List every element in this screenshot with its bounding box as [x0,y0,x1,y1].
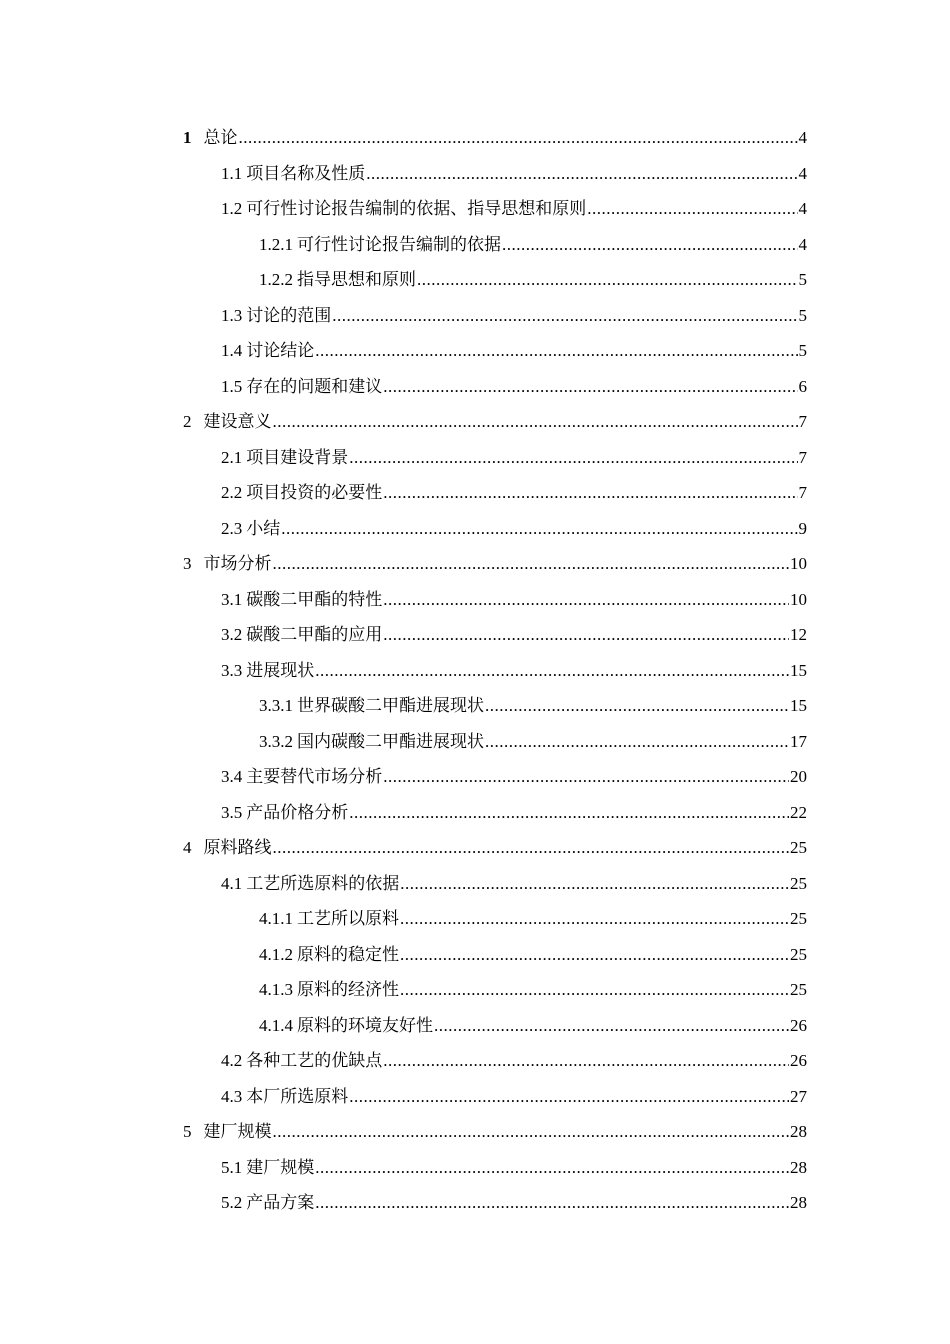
toc-dot-leader [315,1150,789,1186]
toc-entry-number: 3.1 [221,589,243,609]
toc-entry-number: 2 [183,412,192,431]
toc-dot-leader [366,156,797,192]
toc-entry[interactable] [183,298,807,334]
toc-entry-number: 4 [183,838,192,857]
toc-entry[interactable] [183,901,807,937]
toc-entry-page-number: 12 [790,625,807,644]
toc-dot-leader [332,298,797,334]
toc-entry-title: 本厂所选原料 [246,1086,349,1106]
toc-entry-title: 原料路线 [203,838,272,857]
toc-entry-page-number: 5 [798,270,807,289]
toc-dot-leader [273,404,798,440]
toc-entry-title: 建厂规模 [246,1157,315,1177]
toc-dot-leader [273,1114,790,1150]
toc-entry-title: 原料的稳定性 [297,944,399,964]
toc-entry[interactable] [183,404,807,440]
toc-entry-number: 2.3 [221,518,243,538]
toc-entry-page-number: 7 [798,447,807,467]
toc-entry-page-number: 25 [790,944,807,964]
toc-entry[interactable] [183,759,807,795]
toc-entry-number: 4.1.1 [259,909,293,928]
toc-entry-page-number: 4 [798,234,807,254]
toc-entry-title: 总论 [203,128,238,147]
toc-entry[interactable] [183,369,807,405]
toc-entry-page-number: 22 [790,802,807,822]
toc-entry[interactable] [183,830,807,866]
toc-dot-leader [273,830,790,866]
toc-entry-number: 4.1.3 [259,980,293,999]
toc-entry[interactable] [183,546,807,582]
toc-entry[interactable] [183,440,807,476]
toc-entry-number: 1.2 [221,199,243,218]
toc-entry-number: 1.5 [221,376,243,396]
toc-entry-number: 4.2 [221,1051,243,1070]
toc-entry-title: 存在的问题和建议 [246,376,383,396]
toc-entry-number: 3.3.2 [259,731,293,751]
toc-entry-title: 碳酸二甲酯的特性 [246,589,383,609]
toc-entry-title: 工艺所选原料的依据 [246,873,400,893]
toc-dot-leader [349,1079,789,1115]
toc-entry-page-number: 20 [790,767,807,786]
toc-entry-title: 建设意义 [203,412,272,431]
toc-entry-number: 4.1.2 [259,944,293,964]
toc-dot-leader [400,937,789,973]
toc-entry-title: 建厂规模 [203,1122,272,1141]
toc-entry[interactable] [183,1114,807,1150]
toc-entry-title: 产品方案 [246,1193,315,1212]
toc-entry-number: 3.3.1 [259,696,293,715]
toc-entry-page-number: 7 [798,412,807,431]
toc-entry-page-number: 26 [790,1051,807,1070]
toc-entry-title: 可行性讨论报告编制的依据、指导思想和原则 [246,199,587,218]
toc-entry[interactable] [183,724,807,760]
toc-entry-number: 5.1 [221,1157,243,1177]
toc-dot-leader [383,617,789,653]
toc-entry-page-number: 25 [790,909,807,928]
toc-entry-page-number: 26 [790,1015,807,1035]
toc-entry-number: 5 [183,1122,192,1141]
toc-dot-leader [349,795,789,831]
toc-entry-number: 4.1.4 [259,1015,293,1035]
toc-entry[interactable] [183,333,807,369]
toc-dot-leader [349,440,797,476]
toc-entry-number: 2.2 [221,483,243,502]
toc-entry-title: 市场分析 [203,554,272,573]
toc-dot-leader [587,191,797,227]
toc-entry[interactable] [183,688,807,724]
toc-entry-number: 1 [183,128,192,147]
toc-dot-leader [315,333,797,369]
toc-entry-page-number: 28 [790,1122,807,1141]
toc-entry-number: 5.2 [221,1193,243,1212]
toc-dot-leader [315,653,789,689]
toc-entry-number: 1.4 [221,341,243,360]
toc-entry-title: 讨论结论 [246,341,315,360]
toc-entry-page-number: 5 [798,341,807,360]
toc-entry-title: 小结 [246,518,281,538]
toc-entry-number: 1.2.2 [259,270,293,289]
toc-entry-title: 项目名称及性质 [246,163,366,183]
toc-dot-leader [383,759,789,795]
toc-dot-leader [315,1185,789,1221]
toc-dot-leader [417,262,798,298]
toc-dot-leader [434,1008,789,1044]
toc-entry-number: 4.3 [221,1086,243,1106]
toc-entry-page-number: 9 [798,518,807,538]
toc-entry-title: 进展现状 [246,660,315,680]
toc-entry[interactable] [183,120,807,156]
toc-entry-page-number: 5 [798,305,807,325]
toc-entry-title: 项目建设背景 [246,447,349,467]
toc-entry-title: 指导思想和原则 [297,270,416,289]
toc-dot-leader [281,511,797,547]
toc-dot-leader [383,582,789,618]
toc-dot-leader [485,724,789,760]
toc-entry-title: 原料的环境友好性 [297,1015,433,1035]
toc-entry[interactable] [183,866,807,902]
toc-entry-number: 2.1 [221,447,243,467]
toc-entry[interactable] [183,582,807,618]
toc-entry[interactable] [183,937,807,973]
toc-entry-title: 国内碳酸二甲酯进展现状 [297,731,484,751]
toc-entry-title: 各种工艺的优缺点 [246,1051,383,1070]
toc-entry-title: 碳酸二甲酯的应用 [246,625,383,644]
toc-dot-leader [502,227,798,263]
toc-entry-number: 3 [183,554,192,573]
toc-entry[interactable] [183,617,807,653]
toc-entry[interactable] [183,1043,807,1079]
toc-dot-leader [383,369,797,405]
toc-dot-leader [273,546,790,582]
toc-entry[interactable] [183,262,807,298]
toc-dot-leader [485,688,789,724]
toc-entry-page-number: 10 [790,554,807,573]
toc-entry-page-number: 25 [790,873,807,893]
toc-entry-page-number: 15 [790,660,807,680]
toc-entry-page-number: 15 [790,696,807,715]
toc-entry-title: 项目投资的必要性 [246,483,383,502]
toc-entry-title: 世界碳酸二甲酯进展现状 [297,696,484,715]
toc-dot-leader [383,475,797,511]
toc-entry-number: 3.5 [221,802,243,822]
toc-entry-page-number: 6 [798,376,807,396]
toc-entry[interactable] [183,1079,807,1115]
toc-entry[interactable] [183,227,807,263]
toc-entry-title: 讨论的范围 [246,305,332,325]
toc-entry-title: 产品价格分析 [246,802,349,822]
toc-entry-page-number: 25 [790,838,807,857]
toc-entry-page-number: 10 [790,589,807,609]
toc-entry[interactable] [183,1150,807,1186]
toc-entry-number: 3.4 [221,767,243,786]
toc-entry-page-number: 25 [790,980,807,999]
toc-dot-leader [383,1043,789,1079]
toc-entry[interactable] [183,972,807,1008]
toc-entry[interactable] [183,511,807,547]
toc-entry-title: 原料的经济性 [297,980,399,999]
toc-entry-page-number: 7 [798,483,807,502]
toc-entry[interactable] [183,475,807,511]
toc-entry-number: 3.3 [221,660,243,680]
toc-entry-page-number: 4 [798,128,807,147]
toc-entry-page-number: 28 [790,1157,807,1177]
toc-entry-page-number: 4 [798,199,807,218]
toc-dot-leader [400,972,789,1008]
toc-entry-number: 1.3 [221,305,243,325]
toc-entry-number: 3.2 [221,625,243,644]
toc-dot-leader [400,901,789,937]
table-of-contents [183,120,807,1221]
toc-dot-leader [239,120,798,156]
toc-entry[interactable] [183,156,807,192]
toc-entry[interactable] [183,653,807,689]
toc-entry-title: 可行性讨论报告编制的依据 [297,234,501,254]
toc-entry[interactable] [183,1008,807,1044]
toc-entry[interactable] [183,1185,807,1221]
toc-entry-number: 1.2.1 [259,234,293,254]
toc-entry-page-number: 28 [790,1193,807,1212]
toc-entry-title: 主要替代市场分析 [246,767,383,786]
toc-entry-number: 1.1 [221,163,243,183]
toc-entry-page-number: 27 [790,1086,807,1106]
toc-entry-page-number: 4 [798,163,807,183]
toc-entry-page-number: 17 [790,731,807,751]
toc-dot-leader [400,866,789,902]
toc-entry[interactable] [183,191,807,227]
toc-entry-title: 工艺所以原料 [297,909,399,928]
toc-entry[interactable] [183,795,807,831]
toc-entry-number: 4.1 [221,873,243,893]
